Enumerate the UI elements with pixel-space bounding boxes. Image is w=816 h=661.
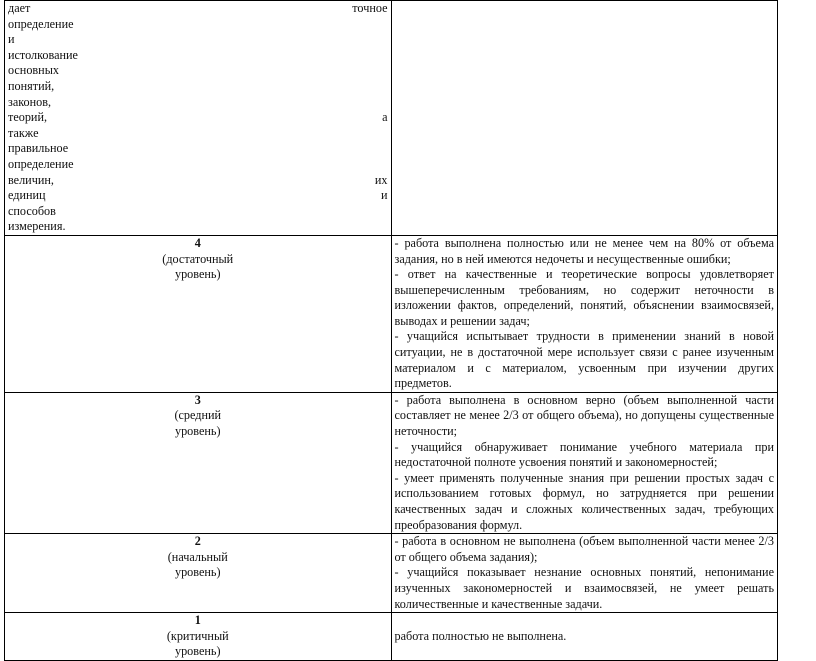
text-line: также: [8, 125, 39, 140]
text-line: истолкование: [8, 47, 78, 62]
table-row-level-2: [5, 534, 778, 613]
level-name: уровень): [174, 424, 221, 439]
level-name: (начальный: [167, 549, 228, 564]
text-line: единиц и: [8, 188, 388, 203]
text-line: и: [8, 32, 15, 47]
level-number: 1: [194, 613, 201, 628]
continued-criteria-text: [8, 1, 388, 235]
text-line: определение: [8, 156, 74, 171]
grading-criteria-table: [4, 0, 778, 661]
table-row-level-3: [5, 392, 778, 533]
table-row-level-4: [5, 235, 778, 392]
description-cell: [391, 534, 778, 613]
level-name: (средний: [174, 408, 222, 423]
text-line: дает точное: [8, 1, 388, 15]
text-line: определение: [8, 16, 74, 31]
level-name: (достаточный: [162, 251, 234, 266]
text-line: правильное: [8, 141, 69, 156]
text-line: понятий,: [8, 78, 55, 93]
level-name: (критичный: [166, 628, 229, 643]
continued-criteria-cell: [5, 1, 392, 236]
criterion-item: - умеет применять полученные знания при решении простых задач с использованием готовых формул, но затрудняется при решении качественных задач и сложных количественных задач, требующих преобразования формул.: [394, 470, 774, 532]
description-cell: [391, 235, 778, 392]
text-line: теорий, а: [8, 110, 388, 125]
text-line: измерения.: [8, 219, 66, 234]
level-cell: [5, 235, 392, 392]
level-name: уровень): [174, 267, 221, 282]
criterion-item: - учащийся обнаруживает понимание учебного материала при недостаточной полноте усвоения понятий и закономерностей;: [394, 439, 774, 470]
table-row-level-1: [5, 613, 778, 661]
empty-cell: [391, 1, 778, 236]
level-cell: [5, 534, 392, 613]
criterion-item: - учащийся показывает незнание основных понятий, непонимание изученных закономерностей и взаимосвязей, не умеет решать количественные и качественные задачи.: [394, 565, 774, 611]
level-cell: [5, 392, 392, 533]
criterion-item: - работа выполнена полностью или не менее чем на 80% от объема задания, но в ней имеются недочеты и несущественные ошибки;: [394, 235, 774, 266]
criterion-item: - работа выполнена в основном верно (объем выполненной части составляет не менее 2/3 от общего объема), но допущены существенные неточности;: [394, 392, 774, 439]
level-name: уровень): [174, 565, 221, 580]
level-number: 4: [194, 235, 201, 250]
criterion-item: работа полностью не выполнена.: [394, 628, 567, 643]
text-line: основных: [8, 63, 59, 78]
level-number: 2: [194, 534, 201, 549]
level-name: уровень): [174, 644, 221, 659]
level-number: 3: [194, 392, 201, 407]
table-row-continuation: [5, 1, 778, 236]
criterion-item: - работа в основном не выполнена (объем выполненной части менее 2/3 от общего объема задания);: [394, 534, 774, 564]
criterion-item: - ответ на качественные и теоретические вопросы удовлетворяет вышеперечисленным требованиям, но содержит неточности в изложении фактов, определений, понятий, объяснении взаимосвязей, выводах и решении задач;: [394, 267, 774, 328]
text-line: величин, их: [8, 172, 388, 187]
description-cell: [391, 392, 778, 533]
text-line: законов,: [8, 94, 52, 109]
description-cell: [391, 613, 778, 661]
level-cell: [5, 613, 392, 661]
text-line: способов: [8, 203, 56, 218]
criterion-item: - учащийся испытывает трудности в применении знаний в новой ситуации, не в достаточной мере использует связи с ранее изученным материалом и с материалом, усвоенным при изучении других предметов.: [394, 329, 774, 391]
